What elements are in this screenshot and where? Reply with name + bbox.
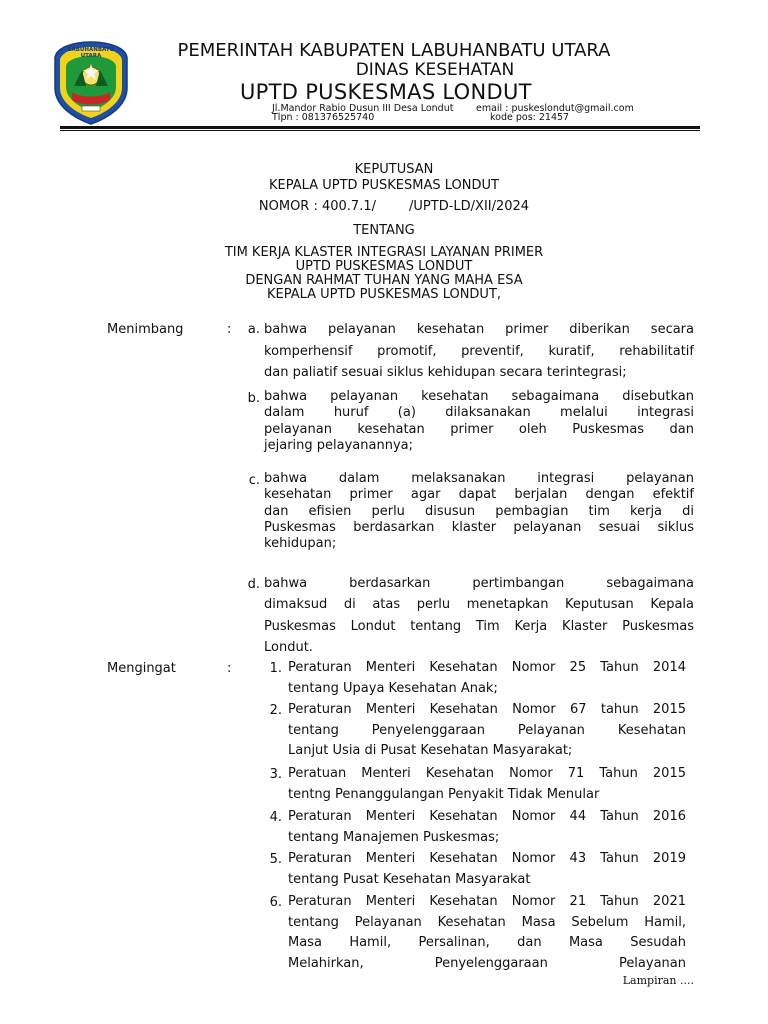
subject-line: UPTD PUSKESMAS LONDUT	[295, 259, 473, 274]
item-line: Londut.	[264, 639, 313, 655]
item-line: dimaksud di atas perlu menetapkan Keputusan Kepala	[264, 597, 694, 613]
subject-line: DENGAN RAHMAT TUHAN YANG MAHA ESA	[245, 273, 523, 288]
menimbang-colon: :	[227, 322, 232, 337]
menimbang-label: Menimbang	[107, 322, 184, 337]
item-line: dalam huruf (a) dilaksanakan melalui integrasi	[264, 405, 694, 421]
item-line: dan paliatif sesuai siklus kehidupan secara terintegrasi;	[264, 365, 627, 380]
mengingat-item-5	[288, 849, 686, 890]
menimbang-item-a	[264, 319, 694, 384]
subject-line: KEPALA UPTD PUSKESMAS LONDUT,	[266, 287, 502, 302]
item-line: Masa Hamil, Persalinan, dan Masa Sesudah	[288, 935, 686, 951]
item-line: bahwa dalam melaksanakan integrasi pelayanan	[264, 471, 694, 486]
item-line: Lanjut Usia di Pusat Kesehatan Masyarakat;	[288, 743, 573, 759]
item-line: Puskesmas Londut tentang Tim Kerja Klaster Puskesmas	[264, 618, 694, 634]
item-line: Peraturan Menteri Kesehatan Nomor 21 Tahun 2021	[288, 894, 686, 909]
item-line: tentang Pusat Kesehatan Masyarakat	[288, 871, 531, 887]
subject-line: TIM KERJA KLASTER INTEGRASI LAYANAN PRIMER	[224, 245, 544, 260]
item-line: bahwa pelayanan kesehatan sebagaimana disebutkan	[264, 389, 694, 404]
kop-divider-thin	[60, 130, 700, 131]
kop-department: DINAS KESEHATAN	[355, 60, 515, 80]
kop-postal-code: kode pos: 21457	[490, 112, 570, 123]
mengingat-item-2	[288, 700, 686, 762]
item-line: Melahirkan, Penyelenggaraan Pelayanan	[288, 956, 686, 972]
mengingat-item-4	[288, 807, 686, 848]
item-line: kesehatan primer agar dapat berjalan dengan efektif	[264, 487, 694, 503]
item-line: tentang Penyelenggaraan Pelayanan Kesehatan	[288, 722, 686, 738]
menimbang-item-b	[264, 389, 694, 454]
mengingat-item-1	[288, 658, 686, 699]
decree-number: NOMOR : 400.7.1/ /UPTD-LD/XII/2024	[258, 199, 530, 214]
item-line: tentang Pelayanan Kesehatan Masa Sebelum Hamil,	[288, 914, 686, 930]
mengingat-label: Mengingat	[107, 661, 176, 676]
kop-address: Jl.Mandor Rabio Dusun III Desa Londut	[272, 103, 454, 114]
kop-government: PEMERINTAH KABUPATEN LABUHANBATU UTARA	[177, 40, 611, 61]
item-line: Peraturan Menteri Kesehatan Nomor 43 Tahun 2019	[288, 851, 686, 866]
doc-type: KEPUTUSAN	[354, 162, 434, 177]
kop-divider-thick	[60, 126, 700, 129]
kop-email: email : puskeslondut@gmail.com	[476, 103, 634, 114]
item-line: jejaring pelayanannya;	[264, 437, 413, 453]
item-line: tentang Upaya Kesehatan Anak;	[288, 680, 498, 696]
mengingat-mark-2: 2.	[269, 703, 282, 718]
menimbang-item-c	[264, 471, 694, 552]
item-line: tentng Penanggulangan Penyakit Tidak Menular	[288, 786, 600, 802]
item-line: bahwa pelayanan kesehatan primer diberikan secara	[264, 322, 694, 337]
item-line: tentang Manajemen Puskesmas;	[288, 829, 500, 845]
next-page-indicator: Lampiran ....	[622, 974, 694, 987]
menimbang-mark-d: d.	[247, 577, 260, 592]
issuer: KEPALA UPTD PUSKESMAS LONDUT	[269, 178, 499, 193]
kop-institution: UPTD PUSKESMAS LONDUT	[240, 80, 532, 104]
item-line: Peraturan Menteri Kesehatan Nomor 25 Tahun 2014	[288, 660, 686, 675]
item-line: bahwa berdasarkan pertimbangan sebagaimana	[264, 576, 694, 591]
menimbang-mark-b: b.	[247, 391, 260, 406]
mengingat-mark-1: 1.	[269, 661, 282, 676]
mengingat-mark-3: 3.	[269, 767, 282, 782]
mengingat-mark-6: 6.	[269, 895, 282, 910]
item-line: dan efisien perlu disusun pembagian tim kerja di	[264, 503, 694, 519]
item-line: Puskesmas berdasarkan klaster pelayanan sesuai siklus	[264, 519, 694, 535]
item-line: komperhensif promotif, preventif, kuratif, rehabilitatif	[264, 343, 694, 359]
mengingat-colon: :	[227, 661, 232, 676]
menimbang-mark-c: c.	[248, 473, 260, 488]
mengingat-item-3	[288, 764, 686, 805]
kop-phone: Tlpn : 081376525740	[272, 112, 375, 123]
item-line: Peraturan Menteri Kesehatan Nomor 44 Tahun 2016	[288, 809, 686, 824]
logo-text: LABUHANBATU UTARA	[67, 47, 115, 59]
mengingat-item-6	[288, 892, 686, 975]
menimbang-mark-a: a.	[247, 322, 260, 337]
item-line: kehidupan;	[264, 536, 337, 552]
subject-block	[0, 246, 768, 302]
item-line: Peraturan Menteri Kesehatan Nomor 67 tahun 2015	[288, 702, 686, 717]
item-line: pelayanan kesehatan primer oleh Puskesmas dan	[264, 421, 694, 437]
mengingat-mark-4: 4.	[269, 810, 282, 825]
tentang-heading: TENTANG	[353, 223, 415, 238]
menimbang-item-d	[264, 573, 694, 658]
item-line: Peratuan Menteri Kesehatan Nomor 71 Tahun 2015	[288, 766, 686, 781]
mengingat-mark-5: 5.	[269, 852, 282, 867]
